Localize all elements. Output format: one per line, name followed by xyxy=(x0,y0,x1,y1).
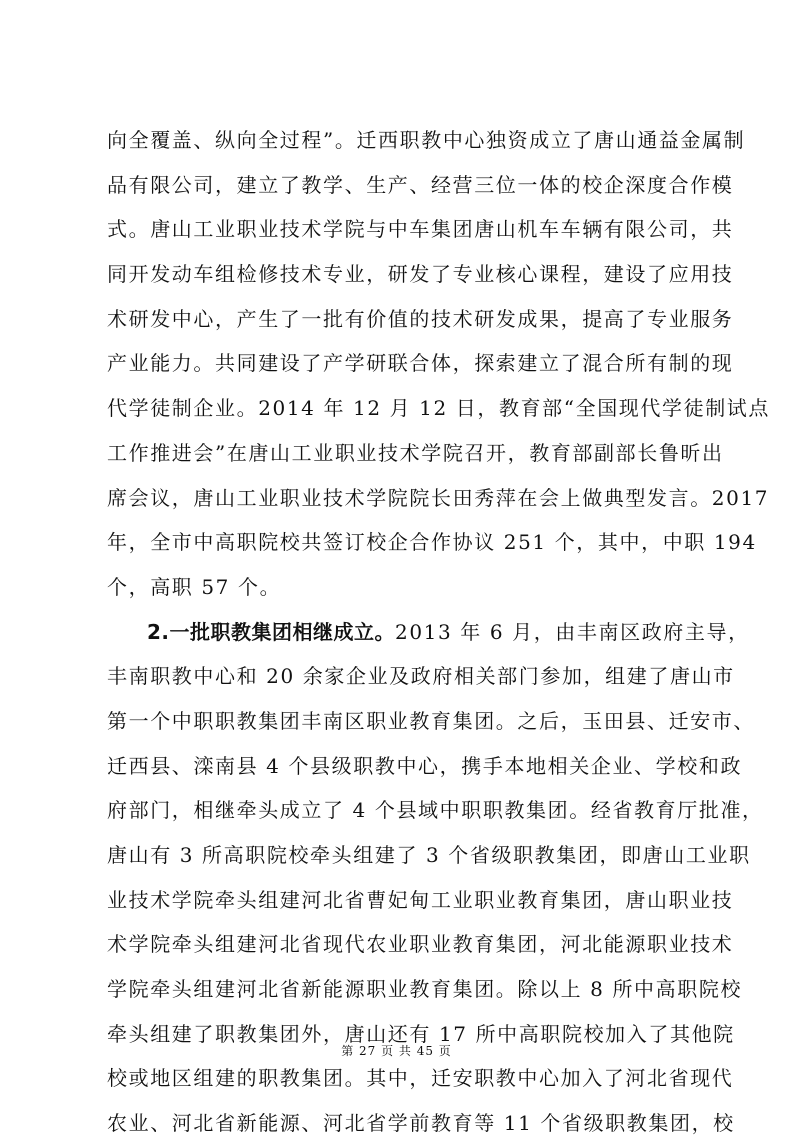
paragraph-first-line xyxy=(107,610,750,655)
text-line: 校或地区组建的职教集团。其中，迁安职教中心加入了河北省现代 xyxy=(107,1066,734,1091)
text-line: 个，高职 57 个。 xyxy=(107,574,282,599)
text-line: 向全覆盖、纵向全过程”。迁西职教中心独资成立了唐山通益金属制 xyxy=(107,128,746,152)
text-line: 业技术学院牵头组建河北省曹妃甸工业职业教育集团，唐山职业技 xyxy=(107,887,734,912)
page-number: 第 27 页 共 45 页 xyxy=(341,1044,452,1058)
text-line: 产业能力。共同建设了产学研联合体，探索建立了混合所有制的现 xyxy=(107,351,734,376)
text-line: 品有限公司，建立了教学、生产、经营三位一体的校企深度合作模 xyxy=(107,172,734,197)
text-line: 丰南职教中心和 20 余家企业及政府相关部门参加，组建了唐山市 xyxy=(107,664,735,689)
text-line: 府部门，相继牵头成立了 4 个县域中职职教集团。经省教育厅批准， xyxy=(107,798,764,823)
document-body xyxy=(107,118,771,1146)
paragraph-vocational-groups xyxy=(107,610,764,1146)
text-line: 术研发中心，产生了一批有价值的技术研发成果，提高了专业服务 xyxy=(107,306,734,331)
text-line: 学院牵头组建河北省新能源职业教育集团。除以上 8 所中高职院校 xyxy=(107,977,743,1002)
text-span: 2013 年 6 月，由丰南区政府主导， xyxy=(395,619,750,644)
text-line: 年，全市中高职院校共签订校企合作协议 251 个，其中，中职 194 xyxy=(107,530,757,555)
paragraph-school-enterprise xyxy=(107,118,771,610)
text-line: 迁西县、滦南县 4 个县级职教中心，携手本地相关企业、学校和政 xyxy=(107,753,743,778)
text-line: 工作推进会”在唐山工业职业技术学院召开，教育部副部长鲁昕出 xyxy=(107,440,724,465)
text-line: 席会议，唐山工业职业技术学院院长田秀萍在会上做典型发言。2017 xyxy=(107,485,770,510)
text-line: 唐山有 3 所高职院校牵头组建了 3 个省级职教集团，即唐山工业职 xyxy=(107,843,751,867)
text-line: 式。唐山工业职业技术学院与中车集团唐山机车车辆有限公司，共 xyxy=(107,217,734,242)
text-line: 牵头组建了职教集团外，唐山还有 17 所中高职院校加入了其他院 xyxy=(107,1021,735,1046)
text-line: 术学院牵头组建河北省现代农业职业教育集团，河北能源职业技术 xyxy=(107,932,734,957)
text-line: 第一个中职职教集团丰南区职业教育集团。之后，玉田县、迁安市、 xyxy=(107,708,755,733)
text-line: 代学徒制企业。2014 年 12 月 12 日，教育部“全国现代学徒制试点 xyxy=(107,396,771,421)
text-line: 农业、河北省新能源、河北省学前教育等 11 个省级职教集团，校 xyxy=(107,1111,735,1136)
text-line: 同开发动车组检修技术专业，研发了专业核心课程，建设了应用技 xyxy=(107,262,734,287)
section-heading: 2.一批职教集团相继成立。 xyxy=(147,619,396,644)
